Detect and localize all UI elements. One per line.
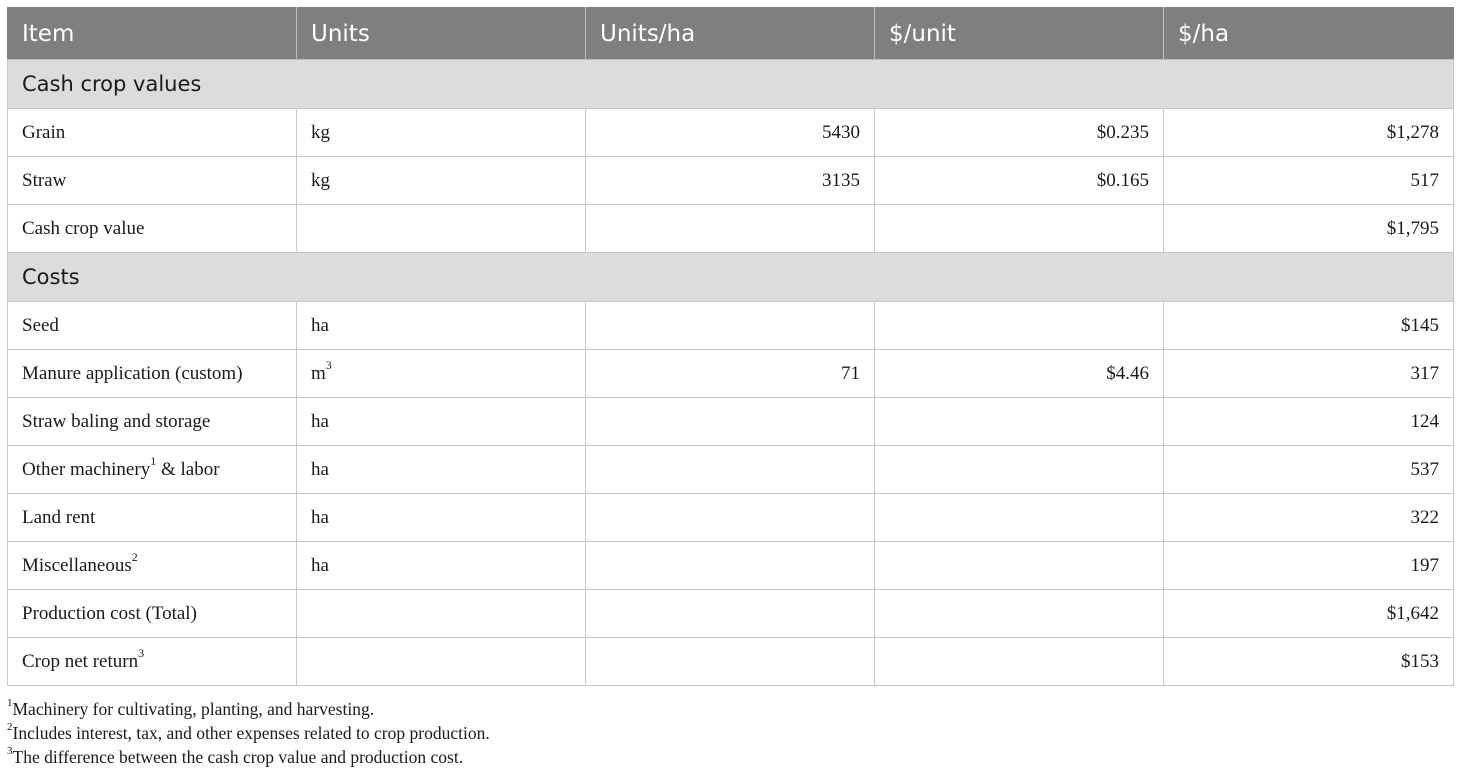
- cell-dollars-per-unit: [875, 542, 1164, 590]
- item-text: Other machinery: [22, 458, 151, 480]
- cell-units: ha: [297, 446, 586, 494]
- section-row-cash: [8, 60, 1454, 109]
- table-row: [8, 350, 1454, 398]
- table-row: [8, 302, 1454, 350]
- cell-dollars-per-unit: [875, 494, 1164, 542]
- table-row: [8, 638, 1454, 686]
- footnote-mark: 1: [7, 697, 13, 710]
- cell-dollars-per-unit: [875, 205, 1164, 253]
- cell-dollars-per-unit: $0.235: [875, 109, 1164, 157]
- cell-dollars-per-ha: $1,642: [1164, 590, 1454, 638]
- cell-units: ha: [297, 494, 586, 542]
- unit-superscript: 3: [325, 358, 332, 373]
- cell-item: Grain: [8, 109, 297, 157]
- table-row: [8, 205, 1454, 253]
- cell-dollars-per-ha: 517: [1164, 157, 1454, 205]
- cell-units-per-ha: 3135: [586, 157, 875, 205]
- cell-units-per-ha: [586, 302, 875, 350]
- footnote-mark: 2: [7, 721, 13, 734]
- cell-dollars-per-ha: $153: [1164, 638, 1454, 686]
- table-row: [8, 446, 1454, 494]
- section-title-cash: Cash crop values: [8, 60, 1454, 109]
- footnote-mark: 3: [7, 745, 13, 758]
- item-text: Crop net return: [22, 650, 139, 672]
- table-row: [8, 590, 1454, 638]
- cell-dollars-per-unit: [875, 638, 1164, 686]
- cell-dollars-per-ha: $1,795: [1164, 205, 1454, 253]
- cell-dollars-per-ha: 537: [1164, 446, 1454, 494]
- cell-dollars-per-ha: 124: [1164, 398, 1454, 446]
- cell-item: Land rent: [8, 494, 297, 542]
- header-units: Units: [297, 8, 586, 60]
- header-dollars-per-ha: $/ha: [1164, 8, 1454, 60]
- unit-text: m: [311, 362, 326, 384]
- item-text: Miscellaneous: [22, 554, 132, 576]
- cell-dollars-per-unit: [875, 590, 1164, 638]
- cell-item: Seed: [8, 302, 297, 350]
- table-row: [8, 494, 1454, 542]
- cell-units-per-ha: [586, 446, 875, 494]
- cell-dollars-per-ha: 317: [1164, 350, 1454, 398]
- cell-item: Straw: [8, 157, 297, 205]
- footnote-text: The difference between the cash crop value and production cost.: [12, 747, 464, 767]
- cell-units: [297, 205, 586, 253]
- table-row: [8, 109, 1454, 157]
- cell-units-per-ha: [586, 205, 875, 253]
- header-item: Item: [8, 8, 297, 60]
- cell-dollars-per-unit: [875, 302, 1164, 350]
- table-row: [8, 542, 1454, 590]
- footnote-text: Includes interest, tax, and other expenses related to crop production.: [12, 723, 490, 743]
- economics-table-container: [7, 7, 1453, 686]
- cell-item: [8, 542, 297, 590]
- cell-units: [297, 638, 586, 686]
- header-units-per-ha: Units/ha: [586, 8, 875, 60]
- cell-dollars-per-unit: $0.165: [875, 157, 1164, 205]
- crop-economics-table: [7, 7, 1454, 686]
- cell-dollars-per-ha: $1,278: [1164, 109, 1454, 157]
- footnotes: [7, 697, 490, 769]
- cell-item: Manure application (custom): [8, 350, 297, 398]
- cell-dollars-per-unit: [875, 398, 1164, 446]
- cell-dollars-per-ha: 322: [1164, 494, 1454, 542]
- cell-dollars-per-ha: $145: [1164, 302, 1454, 350]
- cell-item: [8, 446, 297, 494]
- cell-units: kg: [297, 157, 586, 205]
- cell-units: ha: [297, 302, 586, 350]
- cell-dollars-per-unit: $4.46: [875, 350, 1164, 398]
- table-row: [8, 157, 1454, 205]
- cell-units-per-ha: 5430: [586, 109, 875, 157]
- header-dollars-per-unit: $/unit: [875, 8, 1164, 60]
- footnote-1: [7, 697, 490, 721]
- section-title-costs: Costs: [8, 253, 1454, 302]
- item-text-suffix: & labor: [156, 458, 220, 480]
- footnote-2: [7, 721, 490, 745]
- header-row: [8, 8, 1454, 60]
- cell-units-per-ha: [586, 398, 875, 446]
- cell-units: [297, 350, 586, 398]
- footnote-marker: 2: [131, 550, 138, 565]
- table-row: [8, 398, 1454, 446]
- cell-units-per-ha: [586, 590, 875, 638]
- cell-units: [297, 590, 586, 638]
- cell-units: ha: [297, 398, 586, 446]
- footnote-3: [7, 745, 490, 769]
- cell-units-per-ha: 71: [586, 350, 875, 398]
- cell-units: ha: [297, 542, 586, 590]
- cell-item: Straw baling and storage: [8, 398, 297, 446]
- cell-units-per-ha: [586, 638, 875, 686]
- section-row-costs: [8, 253, 1454, 302]
- footnote-text: Machinery for cultivating, planting, and harvesting.: [12, 699, 375, 719]
- cell-dollars-per-ha: 197: [1164, 542, 1454, 590]
- cell-item: Cash crop value: [8, 205, 297, 253]
- cell-units-per-ha: [586, 494, 875, 542]
- cell-item: Production cost (Total): [8, 590, 297, 638]
- cell-dollars-per-unit: [875, 446, 1164, 494]
- footnote-marker: 3: [138, 646, 145, 661]
- footnote-marker: 1: [150, 454, 157, 469]
- cell-item: [8, 638, 297, 686]
- cell-units: kg: [297, 109, 586, 157]
- cell-units-per-ha: [586, 542, 875, 590]
